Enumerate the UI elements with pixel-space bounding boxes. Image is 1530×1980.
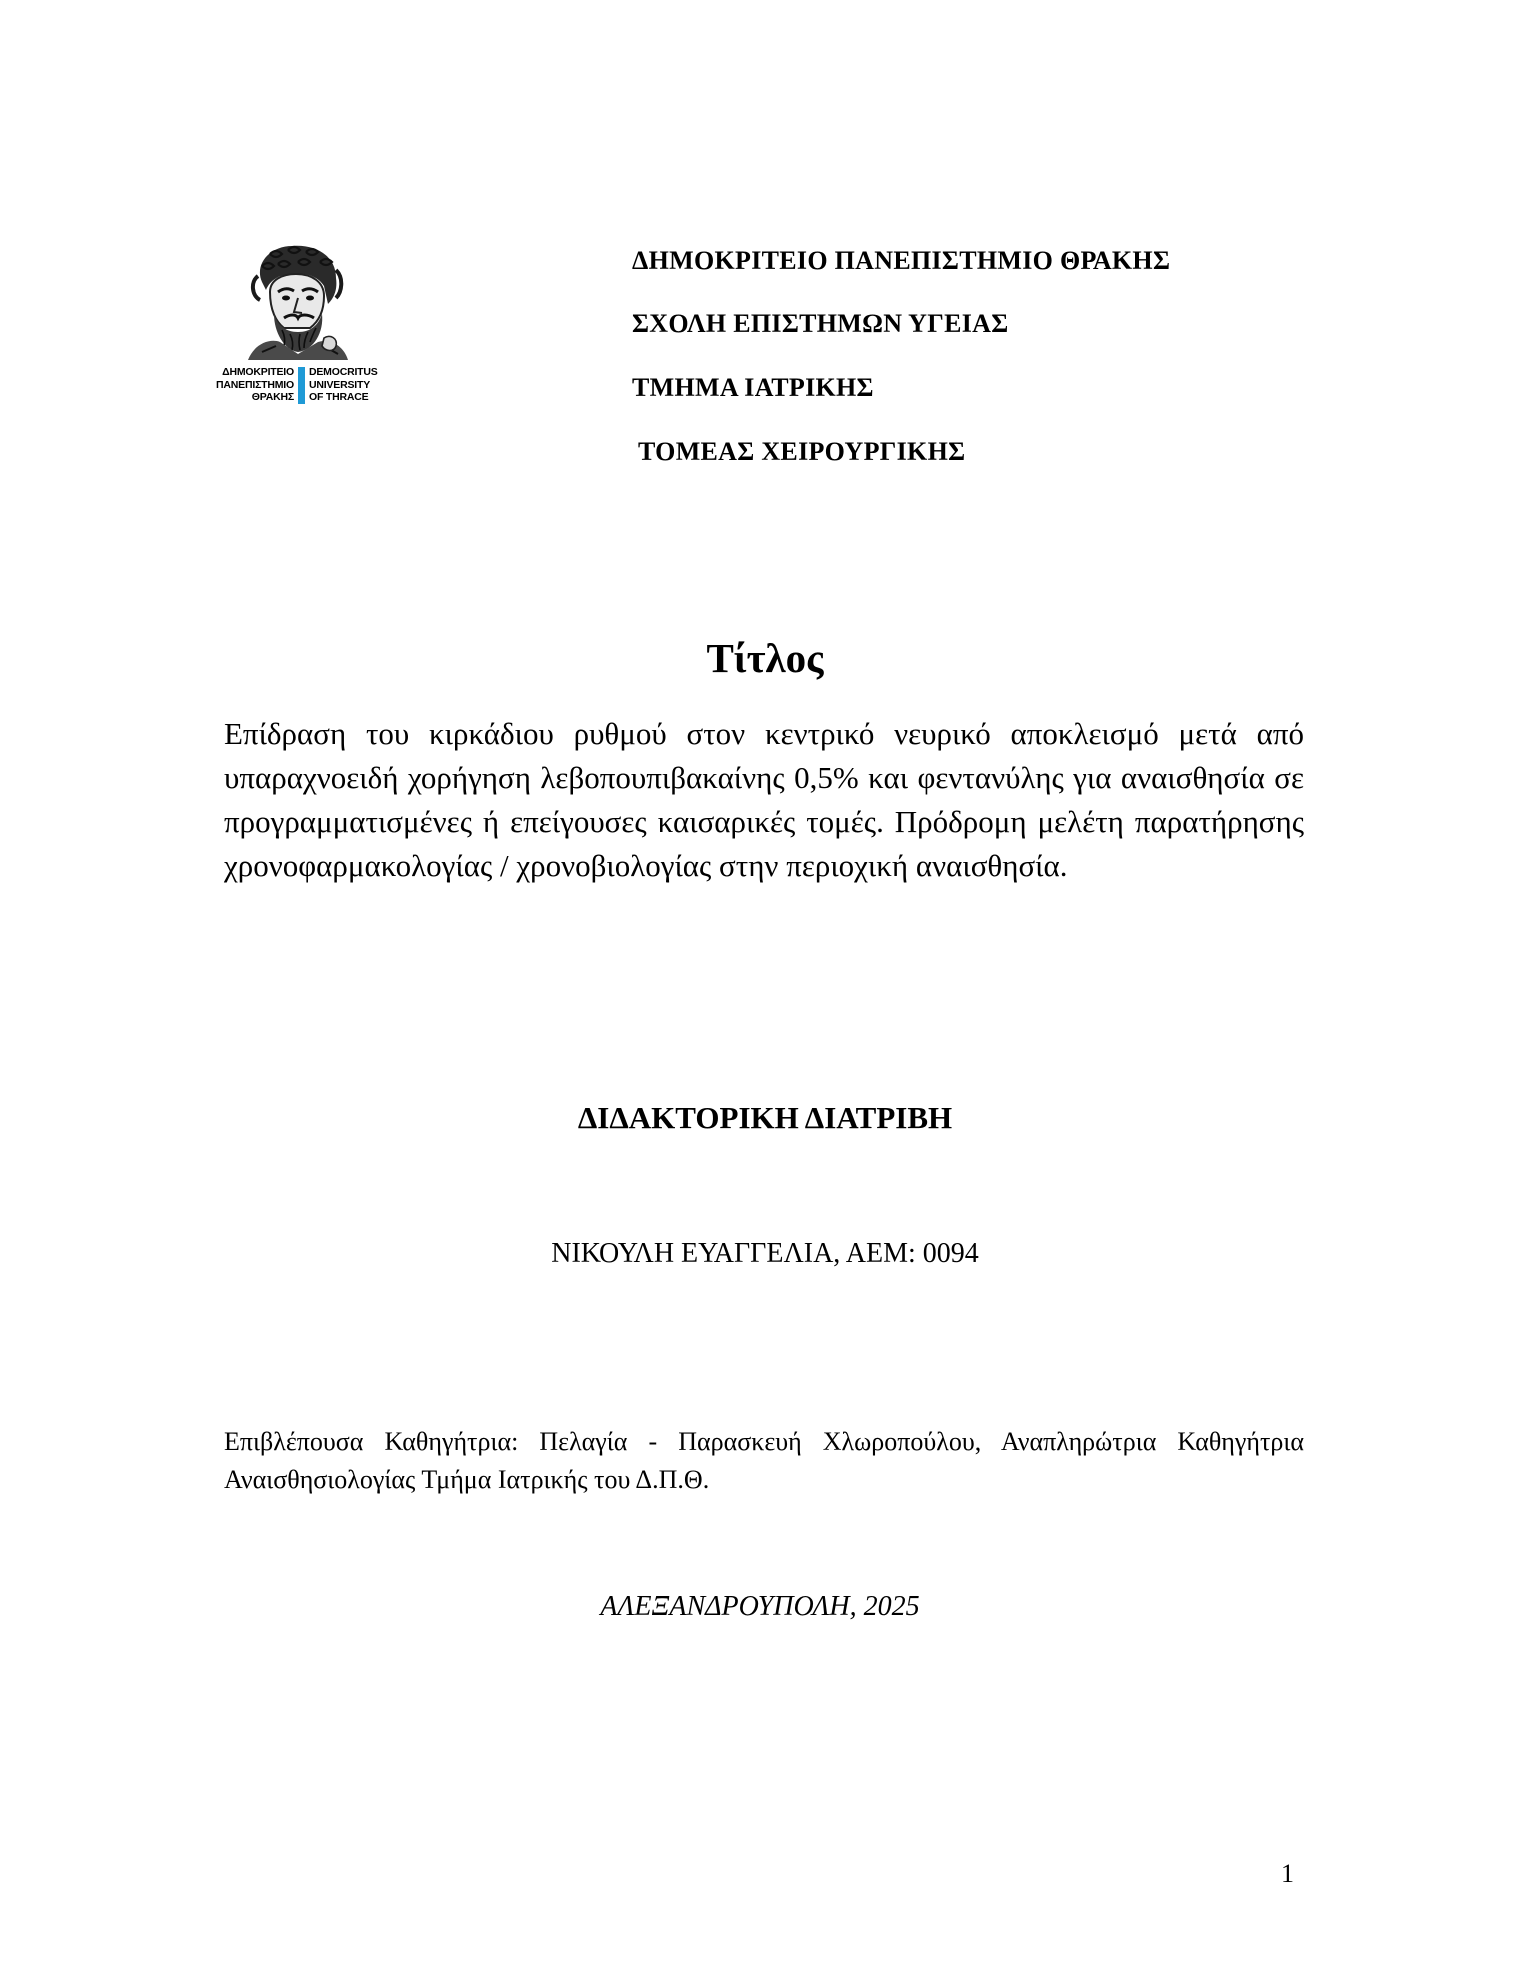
logo-gr-line-3: ΘΡΑΚΗΣ bbox=[251, 391, 294, 403]
sector-name: ΤΟΜΕΑΣ ΧΕΙΡΟΥΡΓΙΚΗΣ bbox=[638, 437, 966, 466]
logo-en-line-1: DEMOCRITUS bbox=[309, 366, 378, 378]
university-name: ΔΗΜΟΚΡΙΤΕΙΟ ΠΑΝΕΠΙΣΤΗΜΙΟ ΘΡΑΚΗΣ bbox=[632, 246, 1171, 275]
thesis-title: Επίδραση του κιρκάδιου ρυθμού στον κεντρικό νευρικό αποκλεισμό μετά από υπαραχνοειδή χορήγηση λεβοπουπιβακαίνης 0,5% και φεντανύλης για αναισθησία σε προγραμματισμένες ή επείγουσες καισαρικές τομές. Πρόδρομη μελέτη παρατήρησης χρονοφαρμακολογίας / χρονοβιολογίας στην περιοχική αναισθησία. bbox=[224, 716, 1304, 883]
logo-gr-line-1: ΔΗΜΟΚΡΙΤΕΙΟ bbox=[222, 366, 294, 378]
logo-gr-line-2: ΠΑΝΕΠΙΣΤΗΜΙΟ bbox=[216, 378, 294, 391]
supervisor-line: Επιβλέπουσα Καθηγήτρια: Πελαγία - Παρασκευή Χλωροπούλου, Αναπληρώτρια Καθηγήτρια Αναισθησιολογίας Τμήμα Ιατρικής του Δ.Π.Θ. bbox=[224, 1427, 1304, 1494]
university-logo bbox=[198, 242, 398, 410]
logo-name-greek bbox=[216, 366, 294, 404]
logo-wordmark bbox=[198, 366, 398, 406]
logo-en-line-2: UNIVERSITY bbox=[309, 378, 371, 391]
page-number: 1 bbox=[1281, 1859, 1294, 1888]
logo-en-line-3: OF THRACE bbox=[309, 391, 369, 403]
democritus-portrait-icon bbox=[240, 242, 350, 360]
logo-accent-bar bbox=[298, 367, 305, 404]
department-name: ΤΜΗΜΑ ΙΑΤΡΙΚΗΣ bbox=[632, 373, 874, 402]
logo-name-english bbox=[309, 366, 378, 404]
author-line: ΝΙΚΟΥΛΗ ΕΥΑΓΓΕΛΙΑ, ΑΕΜ: 0094 bbox=[551, 1238, 979, 1269]
place-and-year: ΑΛΕΞΑΝΔΡΟΥΠΟΛΗ, 2025 bbox=[600, 1591, 920, 1622]
title-heading: Τίτλος bbox=[706, 635, 824, 681]
school-name: ΣΧΟΛΗ ΕΠΙΣΤΗΜΩΝ ΥΓΕΙΑΣ bbox=[632, 309, 1009, 338]
document-type: ΔΙΔΑΚΤΟΡΙΚΗ ΔΙΑΤΡΙΒΗ bbox=[577, 1100, 953, 1135]
